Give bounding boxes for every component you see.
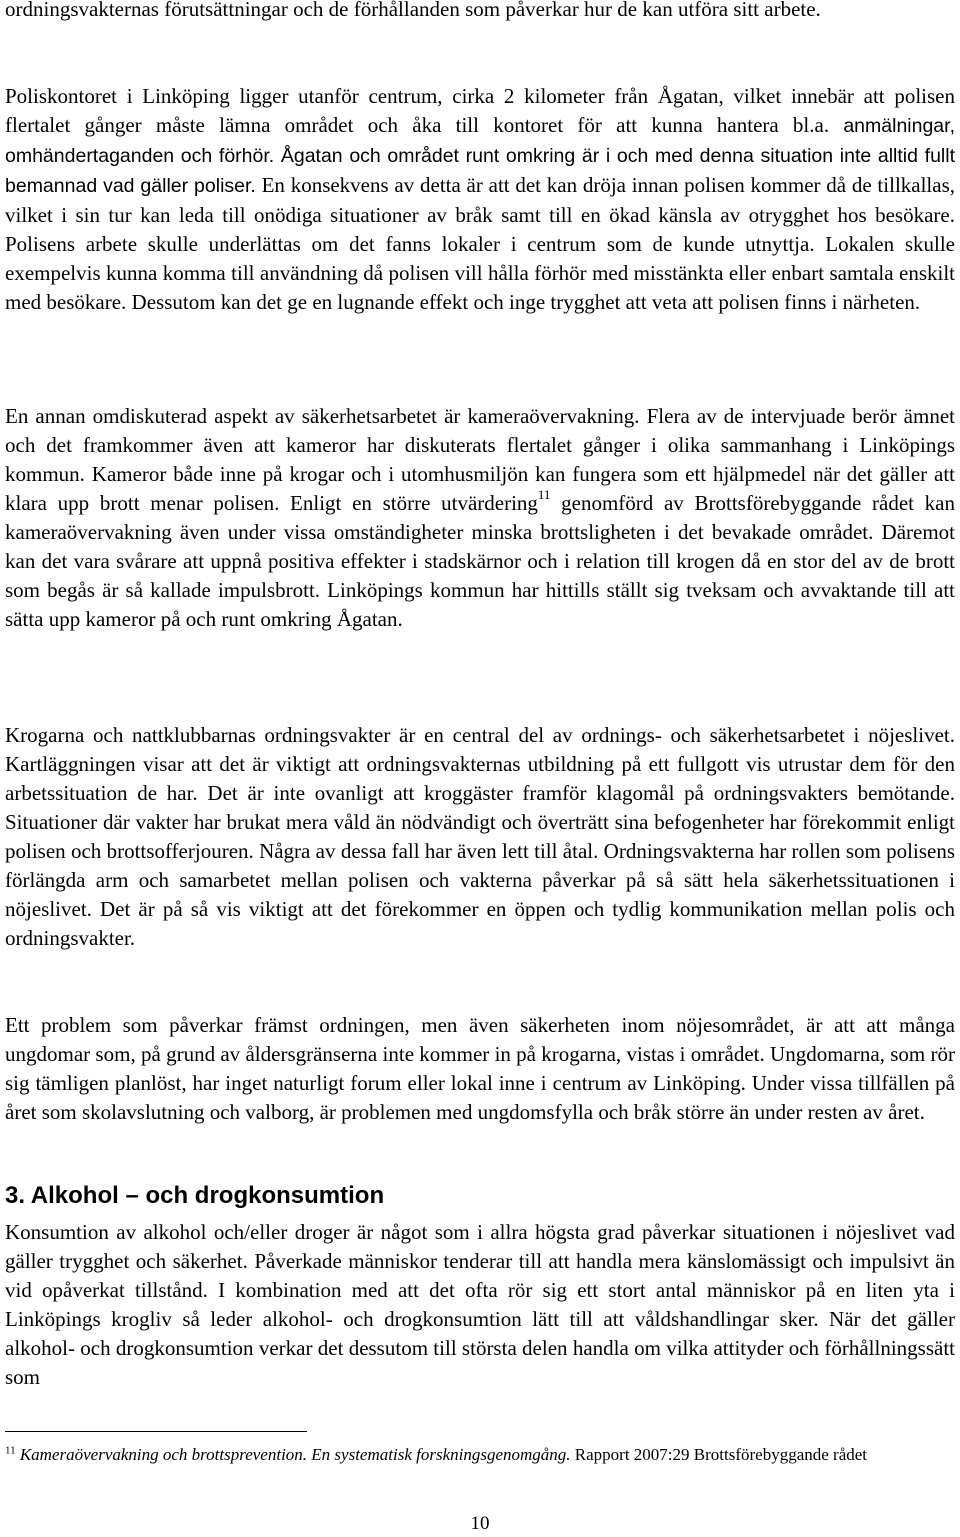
footnote [5, 1443, 955, 1467]
paragraph-camera-surveillance [5, 402, 955, 634]
paragraph-ordningsvakter [5, 721, 955, 953]
paragraph-text: ordningsvakternas förutsättningar och de förhållanden som påverkar hur de kan utföra sitt arbete. [5, 0, 821, 21]
paragraph-text: Ett problem som påverkar främst ordningen, men även säkerheten inom nöjesområdet, är att att många ungdomar som, på grund av åldersgränserna inte kommer in på krogarna, vistas i området. Ungdomarna, som rör sig tämligen planlöst, har inget naturligt forum eller lokal inne i centrum av Linköping. Under vissa tillfällen på året som skolavslutning och valborg, är problemen med ungdomsfylla och bråk större än under resten av året. [5, 1013, 955, 1124]
paragraph-text: Konsumtion av alkohol och/eller droger är något som i allra högsta grad påverkar situationen i nöjeslivet vad gäller trygghet och säkerhet. Påverkade människor tenderar till att handla mera känslomässigt och impulsivt än vid opåverkat tillstånd. I kombination med att det ofta rör sig ett stort antal människor på en liten yta i Linköpings krogliv så leder alkohol- och drogkonsumtion lätt till att våldshandlingar sker. När det gäller alkohol- och drogkonsumtion verkar det dessutom till största delen handla om vilka attityder och förhållningssätt som [5, 1220, 955, 1389]
footnote-title: Kameraövervakning och brottsprevention. En systematisk forskningsgenomgång. [19, 1445, 571, 1464]
footnote-separator [5, 1431, 307, 1432]
paragraph-intro-continuation [5, 0, 955, 24]
footnote-source: Rapport 2007:29 Brottsförebyggande rådet [570, 1445, 868, 1464]
page-number: 10 [470, 1513, 490, 1534]
paragraph-text-part-a: Poliskontoret i Linköping ligger utanför centrum, cirka 2 kilometer från Ågatan, vilket innebär att polisen flertalet gånger måste lämna området och åka till kontoret för att kunna hantera bl.a. [5, 84, 955, 137]
paragraph-text-part-b: anmälningar, omhändertaganden och förhör. Ågatan och området runt omkring är i och med denna situation inte alltid fullt bemannad vad gäller poliser. [5, 115, 955, 197]
paragraph-police-office [5, 82, 955, 317]
paragraph-youth-problem [5, 1011, 955, 1127]
footnote-number: 11 [5, 1444, 16, 1457]
section-heading: 3. Alkohol – och drogkonsumtion [5, 1182, 385, 1209]
footnote-reference: 11 [537, 487, 551, 502]
paragraph-alcohol-drugs [5, 1218, 955, 1392]
paragraph-text-after-ref: genomförd av Brottsförebyggande rådet kan kameraövervakning även under vissa omständigheter minska brottsligheten i det bevakade området. Däremot kan det vara svårare att uppnå positiva effekter i stadskärnor och i relation till krogen då en stor del av de brott som begås är så kallade impulsbrott. Linköpings kommun har hittills ställt sig tveksam och avvaktande till att sätta upp kameror på och runt omkring Ågatan. [5, 491, 955, 631]
paragraph-text: Krogarna och nattklubbarnas ordningsvakter är en central del av ordnings- och säkerhetsarbetet i nöjeslivet. Kartläggningen visar att det är viktigt att ordningsvakternas utbildning på ett fullgott vis utrustar dem för den arbetssituation de har. Det är inte ovanligt att kroggäster framför klagomål på ordningsvakters bemötande. Situationer där vakter har brukat mera våld än nödvändigt och överträtt sina befogenheter har förekommit enligt polisen och brottsofferjouren. Några av dessa fall har även lett till åtal. Ordningsvakterna har rollen som polisens förlängda arm och samarbetet mellan polisen och vakterna påverkar på så sätt hela säkerhetssituationen i nöjeslivet. Det är på så vis viktigt att det förekommer en öppen och tydlig kommunikation mellan polis och ordningsvakter. [5, 723, 955, 950]
paragraph-text-before-ref: En annan omdiskuterad aspekt av säkerhetsarbetet är kameraövervakning. Flera av de intervjuade berör ämnet och det framkommer även att kameror har diskuterats flertalet gånger i olika sammanhang i Linköpings kommun. Kameror både inne på krogar och i utomhusmiljön kan fungera som ett hjälpmedel när det gäller att klara upp brott menar polisen. Enligt en större utvärdering [5, 404, 955, 515]
paragraph-text-part-c: En konsekvens av detta är att det kan dröja innan polisen kommer då de tillkallas, vilket i sin tur kan leda till onödiga situationer av bråk samt till en ökad känsla av otrygghet hos besökare. Polisens arbete skulle underlättas om det fanns lokaler i centrum som de kunde utnyttja. Lokalen skulle exempelvis kunna komma till användning då polisen vill hålla förhör med misstänkta eller enbart samtala enskilt med besökare. Dessutom kan det ge en lugnande effekt och inge trygghet att veta att polisen finns i närheten. [5, 173, 956, 314]
